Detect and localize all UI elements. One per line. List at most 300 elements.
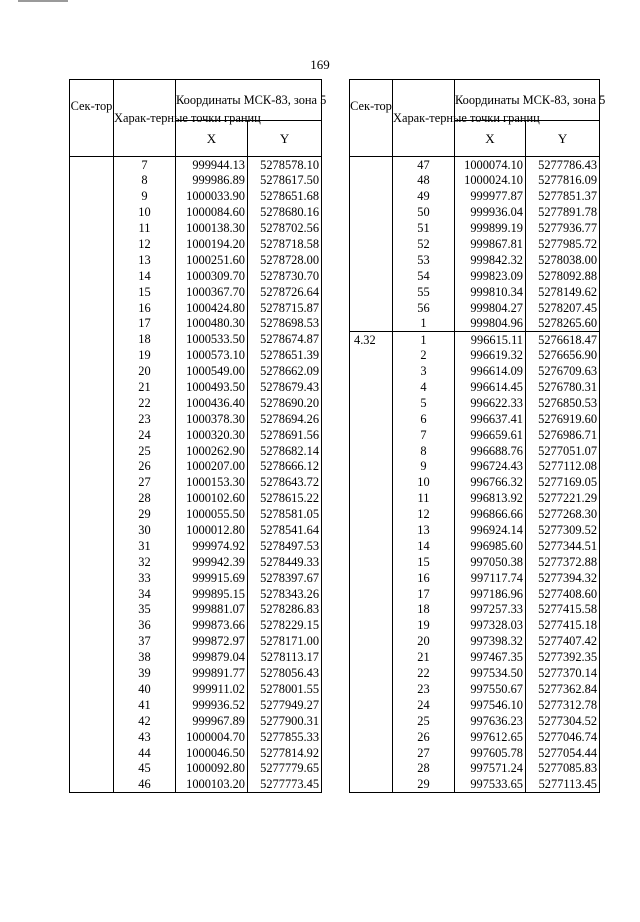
table-row [350,157,600,174]
x-cell: 1000436.40 [176,395,248,411]
point-cell: 52 [393,237,455,253]
y-cell: 5276656.90 [526,348,600,364]
x-cell: 996813.92 [455,491,526,507]
x-cell: 999911.02 [176,682,248,698]
sector-cell [350,666,393,682]
x-cell: 999899.19 [455,221,526,237]
y-cell: 5278690.20 [248,395,322,411]
x-cell: 997257.33 [455,602,526,618]
x-cell: 1000102.60 [176,491,248,507]
point-cell: 14 [114,268,176,284]
y-cell: 5278449.33 [248,554,322,570]
x-cell: 1000092.80 [176,761,248,777]
header-sector: Сек-тор [350,80,393,157]
table-row [350,205,600,221]
point-cell: 51 [393,221,455,237]
x-cell: 996724.43 [455,459,526,475]
x-cell: 999881.07 [176,602,248,618]
y-cell: 5277394.32 [526,570,600,586]
point-cell: 19 [393,618,455,634]
y-cell: 5277344.51 [526,538,600,554]
x-cell: 997550.67 [455,682,526,698]
sector-cell [350,586,393,602]
y-cell: 5277304.52 [526,713,600,729]
table-row [350,761,600,777]
point-cell: 47 [393,157,455,174]
table-row [350,443,600,459]
header-coordinates: Координаты МСК-83, зона 5 [176,80,322,121]
y-cell: 5276780.31 [526,380,600,396]
y-cell: 5276986.71 [526,427,600,443]
table-row [70,761,322,777]
y-cell: 5278691.56 [248,427,322,443]
x-cell: 999986.89 [176,173,248,189]
sector-cell [350,554,393,570]
point-cell: 23 [393,682,455,698]
sector-cell [70,189,114,205]
table-row [70,316,322,332]
y-cell: 5278056.43 [248,666,322,682]
sector-cell [350,427,393,443]
y-cell: 5277900.31 [248,713,322,729]
x-cell: 996615.11 [455,332,526,348]
point-cell: 20 [114,364,176,380]
point-cell: 27 [114,475,176,491]
header-characteristic-points: Харак-терные точки границ [393,80,455,157]
point-cell: 12 [393,507,455,523]
sector-cell [70,252,114,268]
table-row [70,634,322,650]
x-cell: 996614.09 [455,364,526,380]
table-row [70,300,322,316]
sector-cell [70,491,114,507]
point-cell: 25 [114,443,176,459]
x-cell: 1000378.30 [176,411,248,427]
table-row [70,523,322,539]
sector-cell [350,475,393,491]
sector-cell [350,380,393,396]
sector-cell [70,523,114,539]
sector-cell [70,729,114,745]
x-cell: 997534.50 [455,666,526,682]
x-cell: 999891.77 [176,666,248,682]
sector-cell [350,459,393,475]
x-cell: 1000480.30 [176,316,248,332]
point-cell: 23 [114,411,176,427]
table-row [350,554,600,570]
sector-cell [350,252,393,268]
table-row [70,475,322,491]
y-cell: 5277392.35 [526,650,600,666]
y-cell: 5278615.22 [248,491,322,507]
table-row [350,411,600,427]
point-cell: 24 [393,697,455,713]
table-row [350,538,600,554]
y-cell: 5278497.53 [248,538,322,554]
x-cell: 1000320.30 [176,427,248,443]
y-cell: 5277312.78 [526,697,600,713]
point-cell: 27 [393,745,455,761]
table-row [350,300,600,316]
x-cell: 999977.87 [455,189,526,205]
point-cell: 41 [114,697,176,713]
point-cell: 32 [114,554,176,570]
x-cell: 996985.60 [455,538,526,554]
scan-edge-mark [18,0,68,2]
x-cell: 999823.09 [455,268,526,284]
table-row [70,380,322,396]
point-cell: 26 [114,459,176,475]
y-cell: 5277891.78 [526,205,600,221]
y-cell: 5277816.09 [526,173,600,189]
sector-cell [70,380,114,396]
point-cell: 34 [114,586,176,602]
x-cell: 997636.23 [455,713,526,729]
sector-cell [350,713,393,729]
x-cell: 996614.45 [455,380,526,396]
y-cell: 5278698.53 [248,316,322,332]
y-cell: 5278092.88 [526,268,600,284]
sector-cell [70,237,114,253]
sector-cell [70,554,114,570]
x-cell: 997117.74 [455,570,526,586]
y-cell: 5277415.58 [526,602,600,618]
point-cell: 35 [114,602,176,618]
x-cell: 1000012.80 [176,523,248,539]
sector-cell [350,745,393,761]
sector-cell [350,443,393,459]
table-row [70,507,322,523]
sector-cell [70,507,114,523]
table-row [70,395,322,411]
sector-cell [70,586,114,602]
sector-cell [70,761,114,777]
table-row [70,459,322,475]
y-cell: 5278578.10 [248,157,322,174]
sector-cell [350,538,393,554]
point-cell: 33 [114,570,176,586]
table-row [350,697,600,713]
x-cell: 997605.78 [455,745,526,761]
y-cell: 5278674.87 [248,332,322,348]
y-cell: 5278694.26 [248,411,322,427]
sector-cell [70,745,114,761]
point-cell: 18 [114,332,176,348]
y-cell: 5276618.47 [526,332,600,348]
x-cell: 996766.32 [455,475,526,491]
table-row [350,427,600,443]
y-cell: 5278643.72 [248,475,322,491]
y-cell: 5278001.55 [248,682,322,698]
point-cell: 39 [114,666,176,682]
sector-cell [70,411,114,427]
table-body-left [70,157,322,793]
header-x: X [455,121,526,157]
y-cell: 5276850.53 [526,395,600,411]
point-cell: 38 [114,650,176,666]
point-cell: 44 [114,745,176,761]
x-cell: 1000138.30 [176,221,248,237]
header-coordinates: Координаты МСК-83, зона 5 [455,80,600,121]
sector-cell [350,523,393,539]
x-cell: 1000573.10 [176,348,248,364]
y-cell: 5278730.70 [248,268,322,284]
table-row [350,173,600,189]
sector-cell [70,777,114,793]
y-cell: 5278702.56 [248,221,322,237]
y-cell: 5278666.12 [248,459,322,475]
x-cell: 999872.97 [176,634,248,650]
x-cell: 996622.33 [455,395,526,411]
table-row [70,618,322,634]
sector-cell [70,332,114,348]
x-cell: 999810.34 [455,284,526,300]
sector-cell [350,300,393,316]
sector-cell [70,395,114,411]
sector-cell [350,491,393,507]
point-cell: 5 [393,395,455,411]
point-cell: 49 [393,189,455,205]
sector-cell [350,507,393,523]
y-cell: 5277221.29 [526,491,600,507]
point-cell: 15 [114,284,176,300]
table-row [70,332,322,348]
table-row [350,745,600,761]
point-cell: 13 [393,523,455,539]
point-cell: 16 [393,570,455,586]
sector-cell [70,666,114,682]
table-row [350,395,600,411]
x-cell: 996619.32 [455,348,526,364]
sector-cell [70,268,114,284]
point-cell: 13 [114,252,176,268]
table-row [70,427,322,443]
y-cell: 5277054.44 [526,745,600,761]
point-cell: 11 [393,491,455,507]
y-cell: 5277268.30 [526,507,600,523]
table-row [70,173,322,189]
x-cell: 996637.41 [455,411,526,427]
table-row [70,729,322,745]
sector-cell [70,205,114,221]
x-cell: 997328.03 [455,618,526,634]
point-cell: 30 [114,523,176,539]
x-cell: 997467.35 [455,650,526,666]
point-cell: 40 [114,682,176,698]
sector-cell: 4.32 [350,332,393,348]
point-cell: 55 [393,284,455,300]
point-cell: 56 [393,300,455,316]
x-cell: 1000493.50 [176,380,248,396]
point-cell: 7 [393,427,455,443]
y-cell: 5277985.72 [526,237,600,253]
sector-cell [350,173,393,189]
point-cell: 8 [393,443,455,459]
coordinates-table-right [349,79,606,793]
sector-cell [350,634,393,650]
x-cell: 999936.52 [176,697,248,713]
table-row [350,777,600,793]
sector-cell [350,411,393,427]
sector-cell [70,221,114,237]
table-row [70,586,322,602]
x-cell: 997612.65 [455,729,526,745]
point-cell: 14 [393,538,455,554]
table-row [350,650,600,666]
x-cell: 999936.04 [455,205,526,221]
sector-cell [70,634,114,650]
x-cell: 1000004.70 [176,729,248,745]
point-cell: 17 [114,316,176,332]
y-cell: 5278651.39 [248,348,322,364]
sector-cell [350,697,393,713]
point-cell: 48 [393,173,455,189]
point-cell: 15 [393,554,455,570]
point-cell: 21 [393,650,455,666]
table-row [70,602,322,618]
table-row [70,570,322,586]
x-cell: 997398.32 [455,634,526,650]
table-row [350,634,600,650]
table-row [350,729,600,745]
table-row [350,586,600,602]
x-cell: 999942.39 [176,554,248,570]
table-row [350,618,600,634]
table-row [70,205,322,221]
point-cell: 10 [393,475,455,491]
table-row [70,237,322,253]
x-cell: 1000084.60 [176,205,248,221]
y-cell: 5277169.05 [526,475,600,491]
table-row [70,252,322,268]
x-cell: 1000194.20 [176,237,248,253]
sector-cell [70,650,114,666]
x-cell: 1000207.00 [176,459,248,475]
table-row [70,697,322,713]
sector-cell [350,221,393,237]
table-row [350,475,600,491]
point-cell: 19 [114,348,176,364]
point-cell: 54 [393,268,455,284]
sector-cell [70,618,114,634]
header-y: Y [526,121,600,157]
table-row [70,554,322,570]
table-row [350,364,600,380]
sector-cell [70,157,114,174]
point-cell: 9 [393,459,455,475]
table-row [70,189,322,205]
x-cell: 996659.61 [455,427,526,443]
y-cell: 5278651.68 [248,189,322,205]
x-cell: 997571.24 [455,761,526,777]
x-cell: 997050.38 [455,554,526,570]
sector-cell [350,348,393,364]
x-cell: 1000046.50 [176,745,248,761]
sector-cell [70,570,114,586]
y-cell: 5277051.07 [526,443,600,459]
point-cell: 18 [393,602,455,618]
point-cell: 53 [393,252,455,268]
point-cell: 42 [114,713,176,729]
table-row [70,268,322,284]
x-cell: 1000103.20 [176,777,248,793]
y-cell: 5277814.92 [248,745,322,761]
x-cell: 997533.65 [455,777,526,793]
table-row [70,284,322,300]
table-row [70,666,322,682]
point-cell: 26 [393,729,455,745]
y-cell: 5277370.14 [526,666,600,682]
header-x: X [176,121,248,157]
y-cell: 5277408.60 [526,586,600,602]
sector-cell [70,173,114,189]
table-row [70,348,322,364]
point-cell: 4 [393,380,455,396]
table-row [70,745,322,761]
table-row [70,491,322,507]
y-cell: 5277085.83 [526,761,600,777]
sector-cell [70,697,114,713]
x-cell: 1000424.80 [176,300,248,316]
sector-cell [350,761,393,777]
x-cell: 997546.10 [455,697,526,713]
table-row [70,221,322,237]
point-cell: 31 [114,538,176,554]
y-cell: 5277773.45 [248,777,322,793]
table-row [350,268,600,284]
table-row [70,364,322,380]
sector-cell [350,284,393,300]
x-cell: 1000533.50 [176,332,248,348]
x-cell: 999915.69 [176,570,248,586]
y-cell: 5277372.88 [526,554,600,570]
point-cell: 50 [393,205,455,221]
y-cell: 5277112.08 [526,459,600,475]
point-cell: 24 [114,427,176,443]
point-cell: 29 [114,507,176,523]
point-cell: 36 [114,618,176,634]
sector-cell [350,316,393,332]
x-cell: 1000074.10 [455,157,526,174]
sector-cell [350,395,393,411]
x-cell: 996688.76 [455,443,526,459]
table-row [350,380,600,396]
table-row [350,316,600,332]
point-cell: 46 [114,777,176,793]
x-cell: 1000251.60 [176,252,248,268]
point-cell: 16 [114,300,176,316]
point-cell: 29 [393,777,455,793]
y-cell: 5278343.26 [248,586,322,602]
table-row [70,682,322,698]
point-cell: 3 [393,364,455,380]
page-number: 169 [310,57,330,72]
y-cell: 5278679.43 [248,380,322,396]
sector-cell [70,300,114,316]
y-cell: 5278680.16 [248,205,322,221]
x-cell: 999974.92 [176,538,248,554]
point-cell: 28 [393,761,455,777]
y-cell: 5278728.00 [248,252,322,268]
y-cell: 5278265.60 [526,316,600,332]
point-cell: 25 [393,713,455,729]
sector-cell [350,618,393,634]
point-cell: 7 [114,157,176,174]
sector-cell [70,443,114,459]
sector-cell [70,427,114,443]
x-cell: 1000549.00 [176,364,248,380]
sector-cell [70,682,114,698]
